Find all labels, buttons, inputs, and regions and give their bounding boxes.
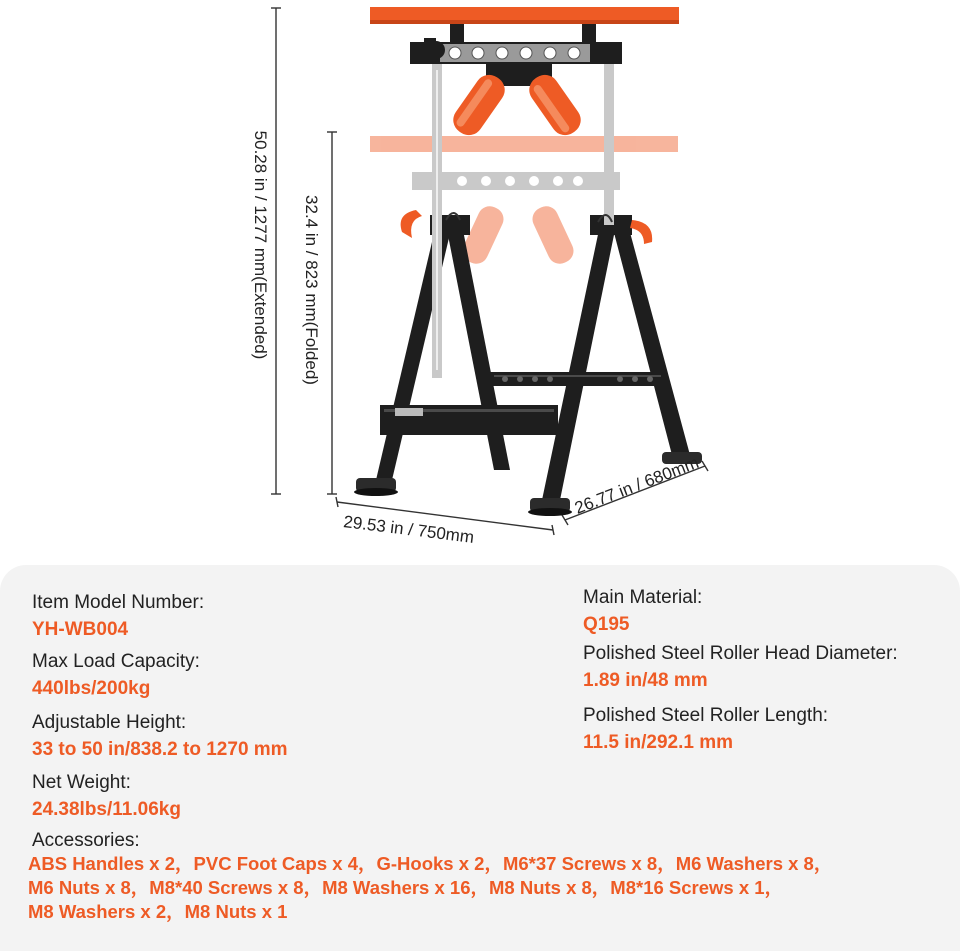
spec-model-number-value: YH-WB004 <box>32 619 129 640</box>
spec-main-material <box>583 587 702 636</box>
accessories-line: M6 Nuts x 8，M8*40 Screws x 8，M8 Washers x 16，M8 Nuts x 8，M8*16 Screws x 1， <box>28 877 784 898</box>
spec-net-weight-value: 24.38lbs/11.06kg <box>32 799 181 820</box>
spec-roller-diameter-value: 1.89 in/48 mm <box>583 670 708 691</box>
g-hooks <box>446 213 612 222</box>
brand-plate <box>395 408 423 416</box>
frame-legs <box>376 215 690 500</box>
folded-height-dimension-line <box>327 132 337 494</box>
spec-adjustable-height <box>32 712 288 761</box>
spec-roller-length <box>583 705 828 754</box>
spec-max-load-value: 440lbs/200kg <box>32 678 151 699</box>
spec-roller-length-value: 11.5 in/292.1 mm <box>583 732 733 753</box>
spec-max-load <box>32 651 200 700</box>
folded-height-label: 32.4 in / 823 mm(Folded) <box>302 195 321 385</box>
spec-adjustable-height-label: Adjustable Height: <box>32 712 187 733</box>
spec-main-material-label: Main Material: <box>583 587 703 608</box>
spec-roller-length-label: Polished Steel Roller Length: <box>583 705 829 726</box>
spec-net-weight-label: Net Weight: <box>32 772 131 793</box>
width-label: 29.53 in / 750mm <box>342 512 476 547</box>
accessories-label: Accessories: <box>32 830 140 851</box>
spec-main-material-value: Q195 <box>583 614 630 635</box>
spec-roller-diameter <box>583 643 898 692</box>
spec-net-weight <box>32 772 181 821</box>
depth-label: 26.77 in / 680mm <box>572 452 702 518</box>
spec-roller-diameter-label: Polished Steel Roller Head Diameter: <box>583 643 898 664</box>
accessories-line: M8 Washers x 2，M8 Nuts x 1 <box>28 901 288 922</box>
accessories-line: ABS Handles x 2，PVC Foot Caps x 4，G-Hooks x 2，M6*37 Screws x 8，M6 Washers x 8， <box>28 853 833 874</box>
extended-height-label: 50.28 in / 1277 mm(Extended) <box>251 130 270 360</box>
spec-model-number <box>32 592 204 641</box>
accessories-list <box>28 852 928 924</box>
spec-model-number-label: Item Model Number: <box>32 592 205 613</box>
top-plate <box>370 7 679 42</box>
extended-height-dimension-line <box>271 8 281 494</box>
spec-adjustable-height-value: 33 to 50 in/838.2 to 1270 mm <box>32 739 288 760</box>
spec-max-load-label: Max Load Capacity: <box>32 651 200 672</box>
